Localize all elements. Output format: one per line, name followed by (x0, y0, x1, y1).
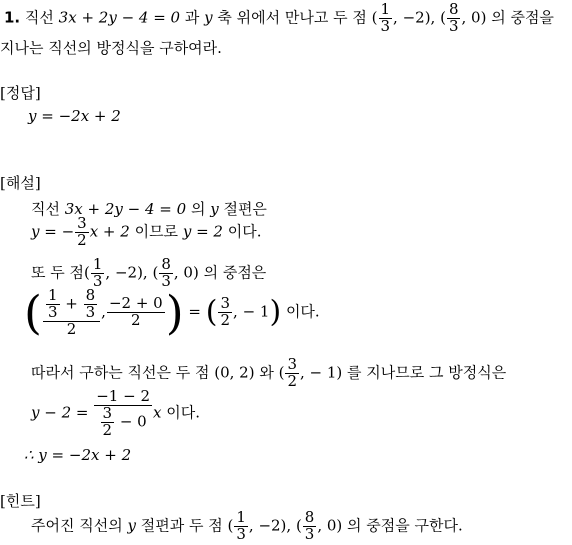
numerator: 8 (161, 255, 171, 273)
text: 와 (254, 363, 279, 382)
fraction (94, 389, 152, 438)
denominator: 2 (66, 319, 77, 338)
fraction-y (107, 296, 165, 329)
variable: y (204, 8, 213, 27)
fraction (159, 257, 173, 290)
numerator: 1 (236, 508, 246, 526)
denominator: 2 (77, 230, 87, 249)
answer-header: [정답] (0, 84, 41, 102)
numerator: 1 (380, 0, 391, 18)
numerator: 3 (220, 294, 231, 313)
problem-line-1 (4, 2, 554, 35)
text: 따라서 구하는 직선은 두 점 (31, 363, 215, 382)
text: 축 위에서 만나고 두 점 (212, 8, 372, 27)
text: 또 두 점 (31, 263, 85, 282)
denominator: 2 (102, 420, 113, 439)
text: 주어진 직선의 (31, 516, 128, 535)
denominator: 2 (131, 311, 141, 330)
solution-header: [해설] (0, 174, 41, 192)
numerator: −1 − 2 (96, 387, 150, 405)
denominator: 3 (92, 271, 103, 290)
numerator: 8 (448, 0, 459, 18)
fraction (447, 2, 461, 35)
text: 의 중점을 구한다. (342, 516, 463, 535)
paren: ( (227, 516, 234, 535)
fraction (91, 257, 105, 290)
denominator: 3 (236, 524, 246, 543)
denominator: 3 (304, 524, 315, 543)
variable: y (127, 516, 136, 535)
fraction (101, 403, 115, 439)
text: 절편과 두 점 (135, 516, 228, 535)
numerator (43, 288, 100, 322)
fraction (218, 296, 232, 329)
point-text: , −2), ( (248, 516, 302, 535)
denominator: 3 (448, 16, 459, 35)
open-paren: ( (24, 285, 42, 340)
point-text: , 0) (317, 516, 343, 535)
paren: ( (371, 8, 378, 27)
denominator: 2 (287, 371, 297, 390)
denominator: 3 (85, 302, 96, 321)
paren: ( (278, 363, 285, 382)
fraction (234, 510, 248, 543)
equation: y = − (31, 222, 75, 241)
denominator (94, 403, 152, 439)
numerator: 3 (287, 355, 297, 373)
equation: 3x + 2y − 4 = 0 (58, 8, 181, 27)
fraction-x (43, 288, 100, 337)
denominator: 3 (161, 271, 171, 290)
text: 의 중점은 (198, 263, 267, 282)
text: 이다. (222, 222, 262, 241)
point-text: , 0) (461, 8, 487, 27)
numerator: 8 (304, 508, 315, 526)
solution-line-3 (31, 257, 266, 290)
fraction (285, 357, 299, 390)
fraction (379, 2, 393, 35)
solution-line-2 (31, 216, 261, 249)
text: 절편은 (218, 200, 267, 218)
fraction (46, 288, 60, 321)
point-text: , −2), ( (105, 263, 159, 282)
text: 이므로 (129, 222, 183, 241)
numerator: 3 (77, 214, 87, 232)
equation: x + 2 (89, 222, 130, 241)
text: 직선 (31, 200, 65, 218)
denominator: 2 (220, 311, 231, 330)
close-paren: ) (165, 285, 184, 340)
comma: , (101, 302, 106, 321)
text: 를 지나므로 그 방정식은 (342, 363, 507, 382)
point-text: , −2), ( (393, 8, 446, 27)
paren: ( (84, 263, 90, 282)
point-text: , 0) (173, 263, 199, 282)
open-paren: ( (205, 294, 218, 330)
fraction (84, 288, 98, 321)
fraction (303, 510, 317, 543)
solution-conclusion: ∴ y = −2x + 2 (24, 446, 132, 464)
equation: 3x + 2y − 4 = 0 (64, 200, 187, 218)
problem-line-2: 지나는 직선의 방정식을 구하여라. (0, 39, 222, 57)
close-paren: ) (269, 294, 282, 330)
solution-line-6 (31, 389, 200, 438)
equals: = (183, 302, 206, 321)
answer-value: y = −2x + 2 (28, 107, 121, 125)
point-text: , − 1 (233, 302, 270, 321)
denominator: 3 (380, 16, 391, 35)
numerator: 1 (92, 255, 103, 273)
problem-number: 1. (4, 8, 21, 27)
point-text: (0, 2) (214, 363, 255, 382)
numerator: −2 + 0 (108, 294, 163, 313)
numerator: 1 (47, 286, 58, 304)
hint-line (31, 510, 463, 543)
hint-header: [힌트] (0, 492, 41, 510)
text: 이다. (161, 403, 200, 422)
fraction (75, 216, 89, 249)
text: 의 중점을 (486, 8, 554, 27)
text: 직선 (24, 8, 59, 27)
point-text: , − 1) (300, 363, 343, 382)
numerator: 8 (85, 286, 96, 304)
solution-line-5 (31, 357, 506, 390)
text: 과 (180, 8, 205, 27)
plus: + (60, 294, 83, 313)
equation: y − 2 = (31, 403, 94, 422)
numerator: 3 (102, 403, 113, 422)
denominator: 3 (47, 302, 58, 321)
variable: x (153, 403, 162, 422)
equation: y = 2 (182, 222, 223, 241)
text: 이다. (281, 302, 320, 321)
text: − 0 (115, 412, 147, 430)
variable: y (210, 200, 219, 218)
text: 의 (186, 200, 211, 218)
solution-midpoint (24, 285, 320, 340)
